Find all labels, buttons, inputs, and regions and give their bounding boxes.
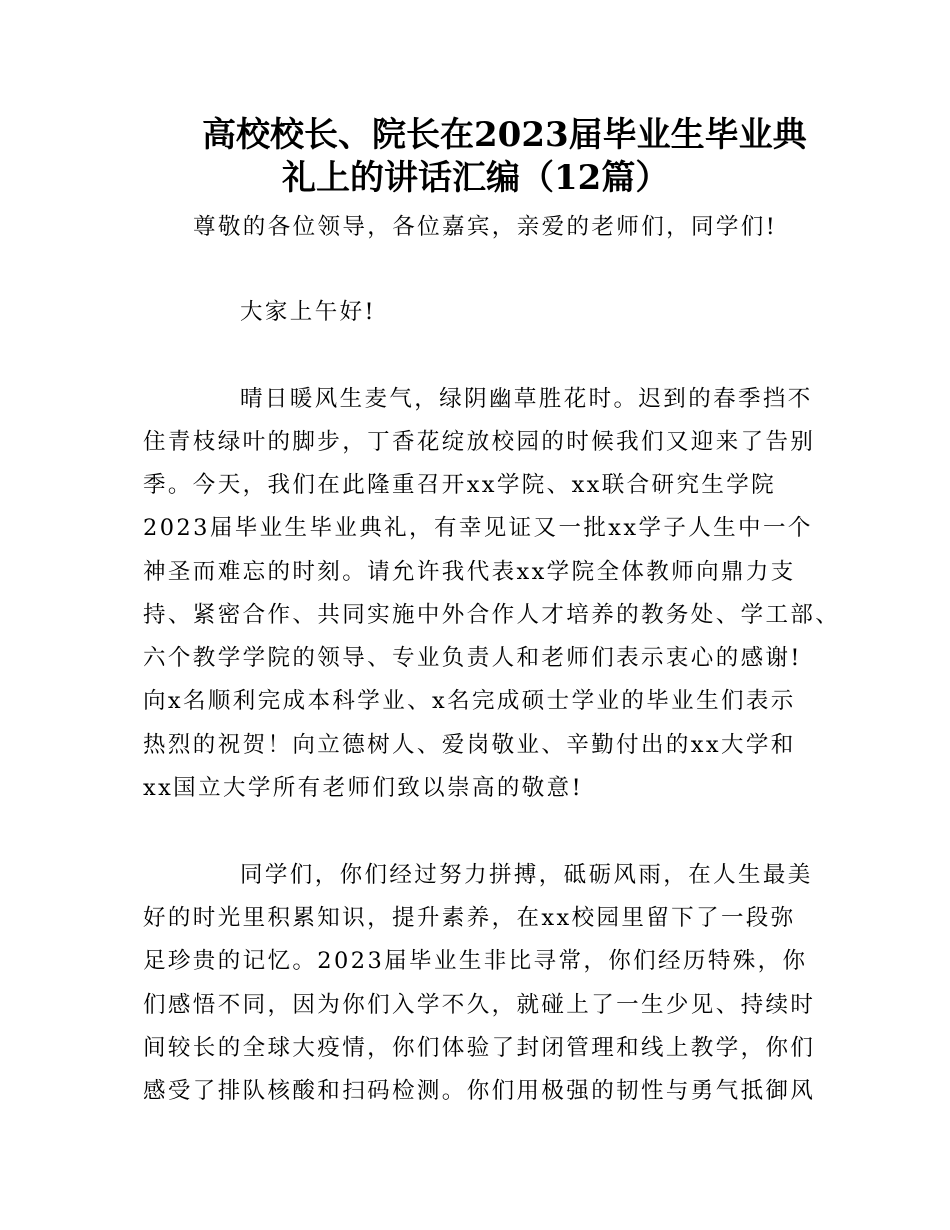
paragraph1-line: 晴日暖风生麦气，绿阴幽草胜花时。迟到的春季挡不 — [240, 386, 813, 412]
paragraph1-line: 住青枝绿叶的脚步，丁香花绽放校园的时候我们又迎来了告别 — [143, 429, 816, 455]
paragraph2-line: 同学们，你们经过努力拼搏，砥砺风雨，在人生最美 — [240, 862, 813, 888]
paragraph1-line: 2023届毕业生毕业典礼，有幸见证又一批xx学子人生中一个 — [143, 515, 813, 541]
document-title-line-2: 礼上的讲话汇编（12篇） — [282, 158, 670, 198]
paragraph2-line: 间较长的全球大疫情，你们体验了封闭管理和线上教学，你们 — [143, 1035, 816, 1061]
paragraph1-line: 向x名顺利完成本科学业、x名完成硕士学业的毕业生们表示 — [143, 688, 796, 714]
paragraph1-line: 六个教学学院的领导、专业负责人和老师们表示衷心的感谢! — [143, 645, 802, 671]
document-title-line-1: 高校校长、院长在2023届毕业生毕业典 — [202, 115, 807, 155]
paragraph1-line: 持、紧密合作、共同实施中外合作人才培养的教务处、学工部、 — [143, 602, 841, 628]
paragraph2-line: 们感悟不同，因为你们入学不久，就碰上了一生少见、持续时 — [143, 992, 816, 1018]
paragraph1-line: 热烈的祝贺！向立德树人、爱岗敬业、辛勤付出的xx大学和 — [143, 732, 796, 758]
greeting-line: 大家上午好! — [240, 299, 376, 325]
paragraph1-line: 季。今天，我们在此隆重召开xx学院、xx联合研究生学院 — [143, 472, 777, 498]
paragraph1-line: xx国立大学所有老师们致以崇高的敬意! — [143, 775, 584, 801]
paragraph2-line: 好的时光里积累知识，提升素养，在xx校园里留下了一段弥 — [143, 905, 796, 931]
paragraph2-line: 足珍贵的记忆。2023届毕业生非比寻常，你们经历特殊，你 — [143, 948, 808, 974]
salutation-line: 尊敬的各位领导，各位嘉宾，亲爱的老师们，同学们! — [193, 214, 778, 240]
paragraph2-line: 感受了排队核酸和扫码检测。你们用极强的韧性与勇气抵御风 — [143, 1078, 816, 1104]
paragraph1-line: 神圣而难忘的时刻。请允许我代表xx学院全体教师向鼎力支 — [143, 559, 796, 585]
